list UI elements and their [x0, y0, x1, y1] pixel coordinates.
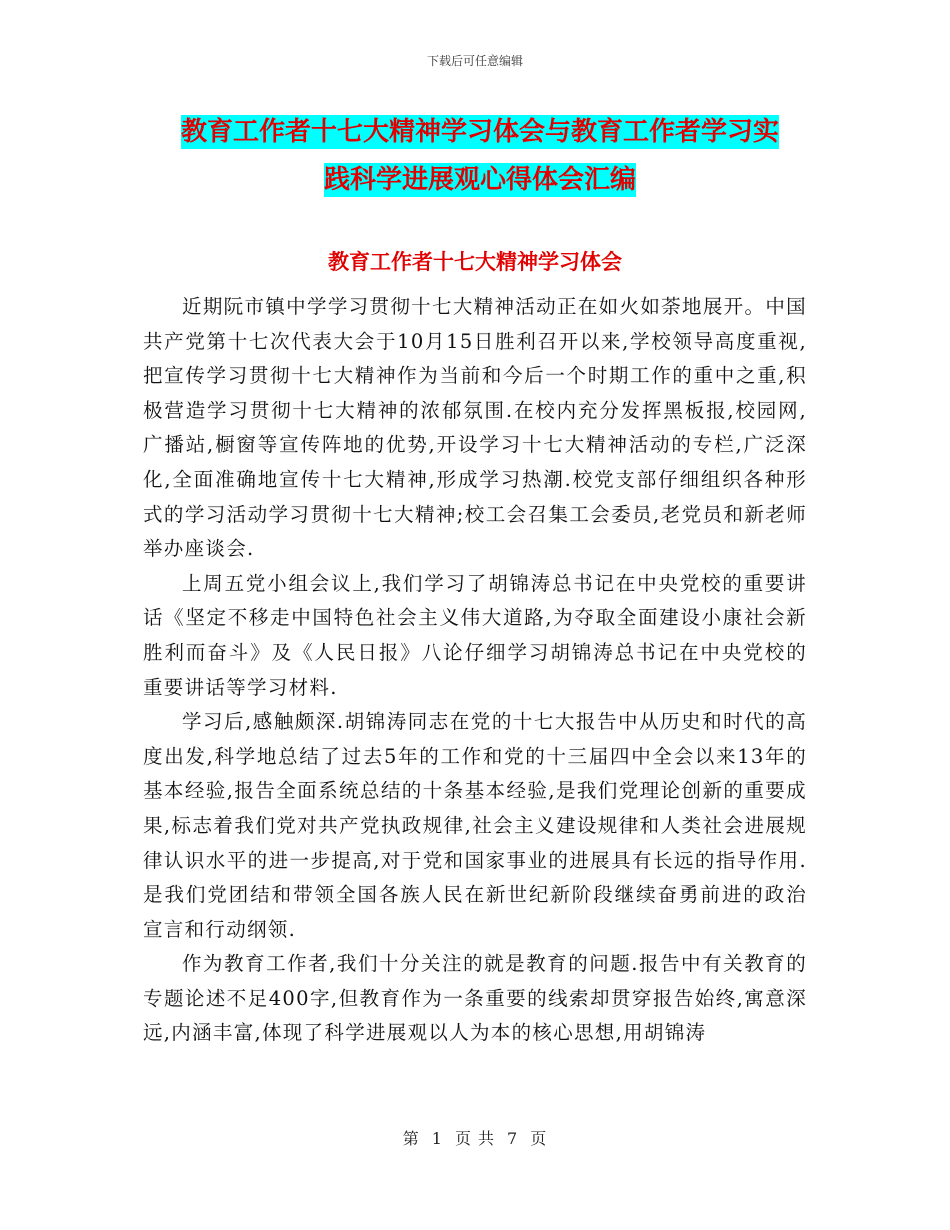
- paragraph: 上周五党小组会议上,我们学习了胡锦涛总书记在中央党校的重要讲话《坚定不移走中国特色社会主义伟大道路,为夺取全面建设小康社会新胜利而奋斗》及《人民日报》八论仔细学习胡锦涛总书记在中央党校的重要讲话等学习材料.: [143, 571, 807, 699]
- page-number: 1: [431, 1129, 443, 1148]
- footer-prefix: 第: [402, 1129, 420, 1148]
- paragraph: 作为教育工作者,我们十分关注的就是教育的问题.报告中有关教育的专题论述不足400字,但教育作为一条重要的线索却贯穿报告始终,寓意深远,内涵丰富,体现了科学进展观以人为本的核心思想,用胡锦涛: [143, 952, 807, 1045]
- document-title-line-2: 践科学进展观心得体会汇编: [323, 165, 636, 195]
- header-note: 下载后可任意编辑: [426, 54, 523, 68]
- paragraph: 学习后,感触颇深.胡锦涛同志在党的十七大报告中从历史和时代的高度出发,科学地总结了过去5年的工作和党的十三届四中全会以来13年的基本经验,报告全面系统总结的十条基本经验,是我们党理论创新的重要成果,标志着我们党对共产党执政规律,社会主义建设规律和人类社会进展规律认识水平的进一步提高,对于党和国家事业的进展具有长远的指导作用.是我们党团结和带领全国各族人民在新世纪新阶段继续奋勇前进的政治宣言和行动纲领.: [143, 710, 807, 941]
- body-text: [143, 290, 807, 1051]
- document-title: [150, 108, 810, 204]
- section-title: 教育工作者十七大精神学习体会: [328, 250, 622, 274]
- footer-mid: 页 共: [454, 1129, 496, 1148]
- page-total: 7: [507, 1129, 519, 1148]
- document-title-line-1: 教育工作者十七大精神学习体会与教育工作者学习实: [180, 117, 779, 147]
- page-footer: [0, 1126, 950, 1149]
- footer-suffix: 页: [530, 1129, 548, 1148]
- paragraph: 近期阮市镇中学学习贯彻十七大精神活动正在如火如荼地展开。中国共产党第十七次代表大会于10月15日胜利召开以来,学校领导高度重视,把宣传学习贯彻十七大精神作为当前和今后一个时期工作的重中之重,积极营造学习贯彻十七大精神的浓郁氛围.在校内充分发挥黑板报,校园网,广播站,橱窗等宣传阵地的优势,开设学习十七大精神活动的专栏,广泛深化,全面准确地宣传十七大精神,形成学习热潮.校党支部仔细组织各种形式的学习活动学习贯彻十七大精神;校工会召集工会委员,老党员和新老师举办座谈会.: [143, 295, 807, 561]
